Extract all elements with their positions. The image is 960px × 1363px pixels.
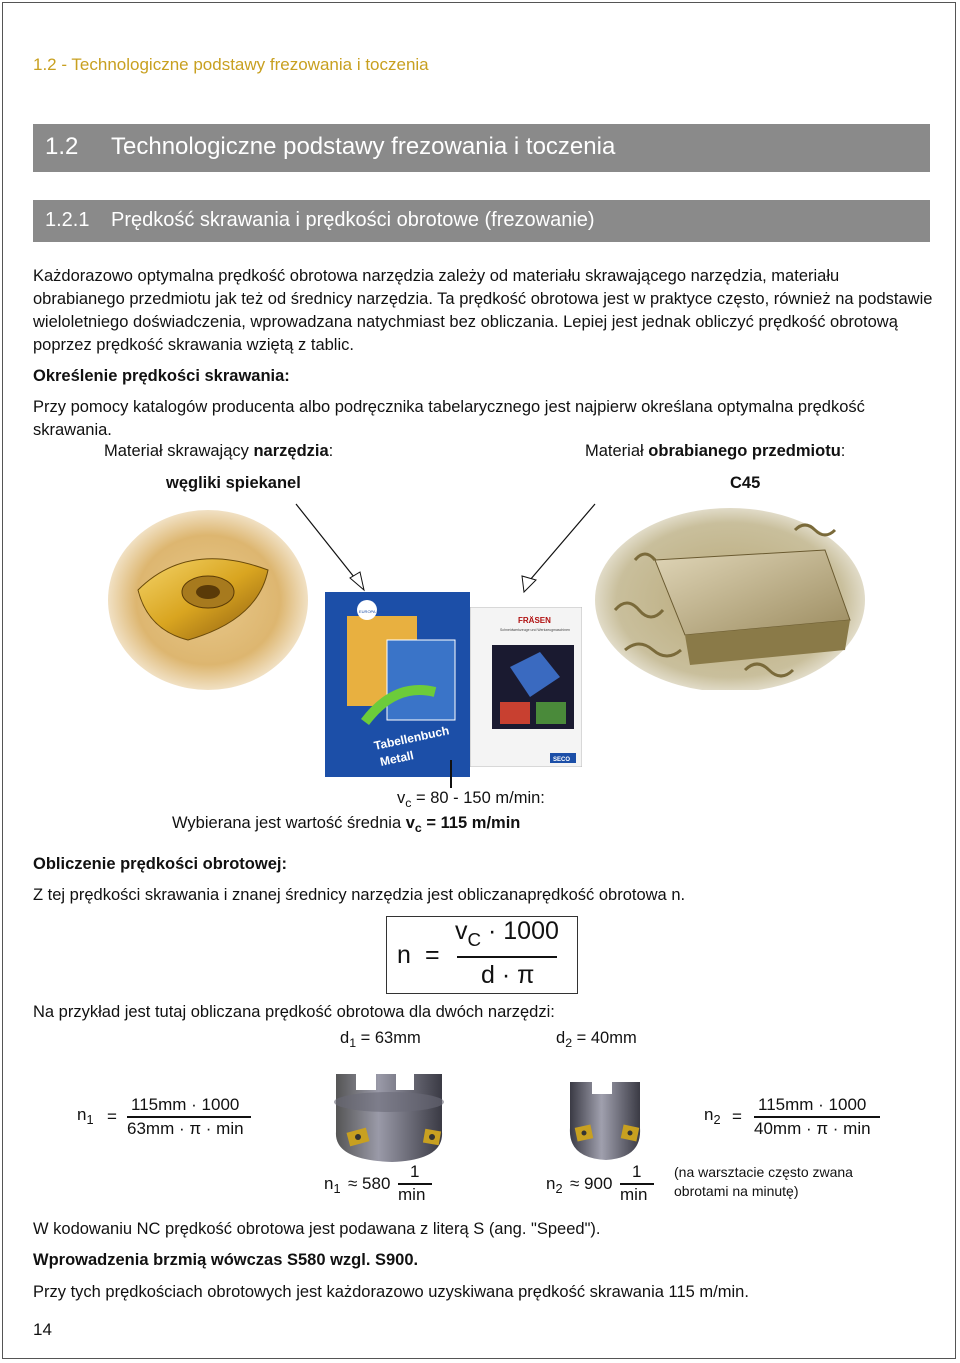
d1-value (340, 1029, 421, 1051)
tabellenbuch-catalog (325, 592, 470, 777)
fraesen-subtitle: Schneidwerkzeuge und Werkzeugmaschinen (500, 628, 570, 632)
formula-fraction-bar (457, 956, 557, 958)
n2-result-approx: ≈ 900 (570, 1174, 613, 1193)
section-title: Technologiczne podstawy frezowania i toczenia (111, 133, 616, 160)
n1-result-den: min (398, 1185, 426, 1204)
n2-numerator: 115mm · 1000 (758, 1095, 867, 1114)
calc-text: Z tej prędkości skrawania i znanej średnicy narzędzia jest obliczanaprędkość obrotowa n. (33, 886, 686, 904)
formula-lhs: n (397, 941, 411, 969)
subsection-heading (33, 200, 930, 242)
tool-material-value: węgliki spiekanel (166, 474, 301, 492)
work-material-suffix: : (840, 442, 846, 460)
tool-material-prefix: Materiał skrawający (104, 442, 254, 460)
work-material-value: C45 (730, 474, 761, 492)
catalog-title-2: Metall (378, 748, 415, 769)
formula-num-sub: C (467, 928, 482, 950)
d1-sub: 1 (349, 1036, 357, 1051)
n2-formula (704, 1093, 904, 1143)
example-text: Na przykład jest tutaj obliczana prędkość obrotowa dla dwóch narzędzi: (33, 1003, 555, 1021)
n2-result-den: min (620, 1185, 648, 1204)
n1-result (324, 1160, 444, 1206)
section-number: 1.2 (45, 133, 79, 160)
determination-text: Przy pomocy katalogów producenta albo podręcznika tabelarycznego jest najpierw określana optymalna prędkość skrawania. (33, 398, 865, 439)
n1-result-lhs (324, 1174, 341, 1197)
formula-num-rest: · 1000 (488, 917, 559, 945)
d1-symbol: d (340, 1029, 350, 1047)
intro-paragraph: Każdorazowo optymalna prędkość obrotowa narzędzia zależy od materiału skrawającego narzędzia, materiału obrabianego przedmiotu jak też od średnicy narzędzia. Ta prędkość obrotowa jest w praktyce często, również na podstawie wieloletniego doświadczenia, wprowadzana natychmiast bez obliczania. Lepiej jest jednak obliczyć prędkość obrotową poprzez prędkość skrawania wziętą z tablic. (33, 267, 933, 354)
steel-block-photo (595, 500, 865, 690)
d2-value (556, 1029, 637, 1051)
d2-val: = 40mm (572, 1029, 637, 1047)
vc-range (397, 789, 545, 811)
n2-result-num: 1 (632, 1162, 642, 1181)
tool-material-suffix: : (328, 442, 334, 460)
n2-result-sub: 2 (555, 1181, 563, 1197)
d2-sub: 2 (565, 1036, 573, 1051)
catalog-title-1: Tabellenbuch (372, 723, 451, 753)
work-material-label (585, 442, 845, 461)
n1-fraction-bar (127, 1116, 251, 1118)
n2-denominator: 40mm · π · min (754, 1119, 871, 1138)
seco-brand: SECO (553, 757, 571, 763)
calc-heading: Obliczenie prędkości obrotowej: (33, 855, 287, 873)
formula-num-symbol: v (455, 917, 468, 945)
n2-result-lhs (546, 1174, 563, 1197)
nc-text: W kodowaniu NC prędkość obrotowa jest podawana z literą S (ang. "Speed"). (33, 1220, 601, 1238)
subsection-number: 1.2.1 (45, 209, 90, 231)
page-number: 14 (33, 1320, 52, 1339)
n2-lhs (704, 1105, 721, 1128)
rpm-note: (na warsztacie często zwana obrotami na minutę) (674, 1164, 853, 1199)
determination-heading: Określenie prędkości skrawania: (33, 367, 290, 385)
nc-bold-text: Wprowadzenia brzmią wówczas S580 wzgl. S900. (33, 1251, 419, 1269)
milling-cutter-63-image (314, 1072, 464, 1164)
n2-result (546, 1160, 666, 1206)
subsection-title: Prędkość skrawania i prędkości obrotowe (frezowanie) (111, 209, 595, 231)
n1-eq: = (107, 1107, 117, 1126)
vc-symbol: v (397, 789, 406, 807)
n1-numerator: 115mm · 1000 (131, 1095, 240, 1114)
n1-result-symbol: n (324, 1174, 334, 1193)
fraesen-title: FRÄSEN (518, 616, 551, 625)
vc-range-text: = 80 - 150 m/min: (411, 789, 545, 807)
running-header: 1.2 - Technologiczne podstawy frezowania i toczenia (33, 55, 429, 74)
n1-denominator: 63mm · π · min (127, 1119, 244, 1138)
vc-sub: c (405, 796, 412, 811)
formula-numerator (455, 917, 559, 950)
pointer-line (450, 760, 452, 788)
n2-eq: = (732, 1107, 742, 1126)
n2-fraction-bar (754, 1116, 880, 1118)
catalog-badge: EUROPA Lehrmittel (359, 609, 395, 614)
n1-result-num: 1 (410, 1162, 420, 1181)
formula-denominator: d · π (481, 961, 535, 989)
vc-choice-value: = 115 m/min (421, 814, 521, 832)
fraesen-catalog (470, 607, 582, 767)
n2-symbol: n (704, 1105, 714, 1124)
formula-eq: = (425, 941, 440, 969)
vc-choice-sub: c (414, 821, 422, 836)
section-heading (33, 124, 930, 172)
n1-result-sub: 1 (333, 1181, 341, 1197)
milling-cutter-40-image (556, 1080, 656, 1162)
carbide-insert-photo (108, 500, 308, 690)
d1-val: = 63mm (356, 1029, 421, 1047)
vc-choice-symbol: v (405, 814, 415, 832)
vc-choice (172, 814, 521, 836)
pointer-arrows (290, 500, 610, 600)
work-material-bold: obrabianego przedmiotu (648, 442, 841, 460)
tool-material-label (104, 442, 333, 461)
work-material-prefix: Materiał (585, 442, 649, 460)
n1-formula (77, 1093, 267, 1143)
n2-result-symbol: n (546, 1174, 556, 1193)
tool-material-bold: narzędzia (253, 442, 329, 460)
n1-sub: 1 (86, 1112, 94, 1128)
final-text: Przy tych prędkościach obrotowych jest każdorazowo uzyskiwana prędkość skrawania 115 m/min. (33, 1283, 749, 1301)
n1-result-approx: ≈ 580 (348, 1174, 391, 1193)
n1-lhs (77, 1105, 94, 1128)
d2-symbol: d (556, 1029, 566, 1047)
n2-sub: 2 (713, 1112, 721, 1128)
vc-choice-prefix: Wybierana jest wartość średnia (172, 814, 406, 832)
n1-symbol: n (77, 1105, 87, 1124)
main-formula (386, 916, 578, 994)
